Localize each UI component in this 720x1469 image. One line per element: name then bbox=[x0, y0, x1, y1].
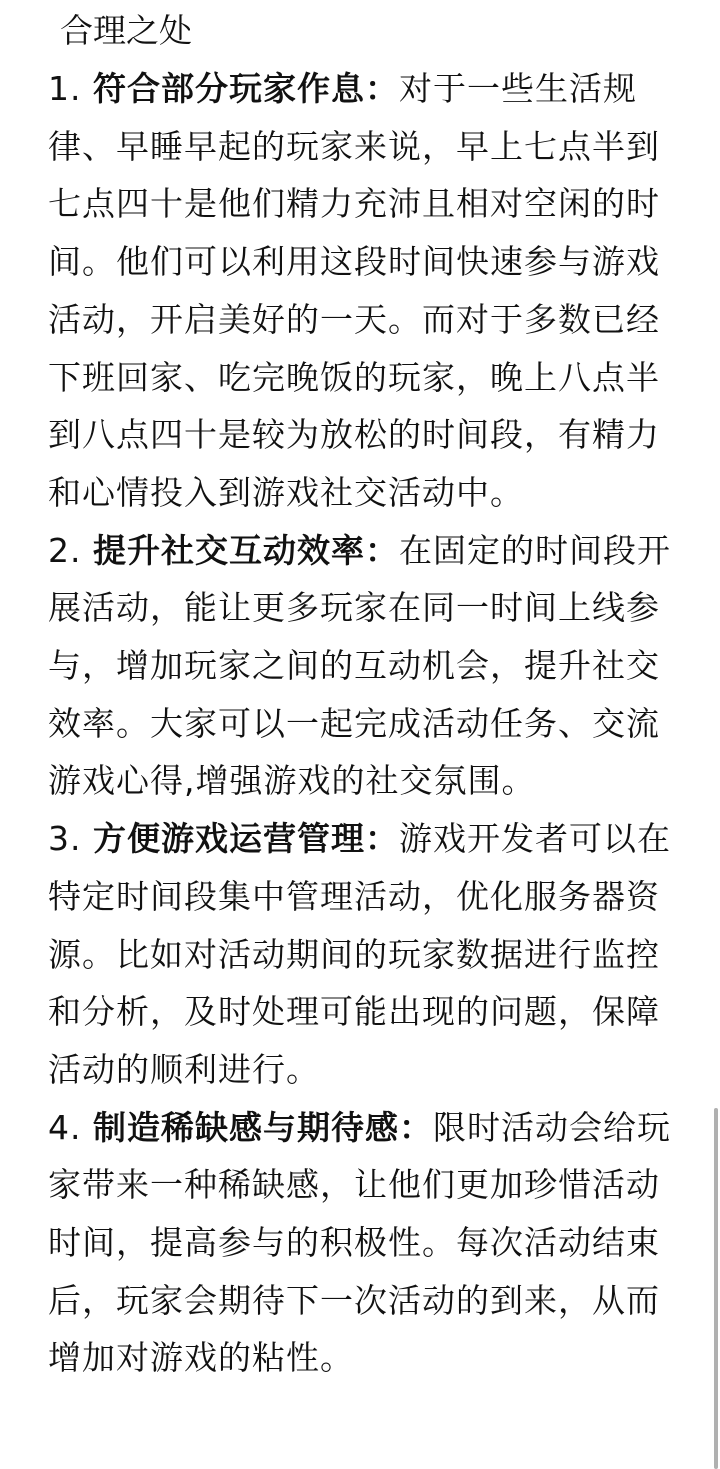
point-number: 4. bbox=[48, 1107, 82, 1147]
point-title: 提升社交互动效率： bbox=[93, 530, 399, 570]
point-body: 在固定的时间段开展活动，能让更多玩家在同一时间上线参与，增加玩家之间的互动机会，提升社交效率。大家可以一起完成活动任务、交流游戏心得,增强游戏的社交氛围。 bbox=[48, 530, 671, 801]
point-number: 1. bbox=[48, 69, 82, 108]
point-4 bbox=[48, 1099, 688, 1388]
article bbox=[48, 2, 688, 1387]
section-heading: 合理之处 bbox=[60, 11, 192, 50]
point-1 bbox=[48, 60, 688, 522]
point-number: 2. bbox=[48, 530, 82, 570]
point-body: 限时活动会给玩家带来一种稀缺感，让他们更加珍惜活动时间，提高参与的积极性。每次活动结束后，玩家会期待下一次活动的到来，从而增加对游戏的粘性。 bbox=[48, 1107, 671, 1378]
point-title: 制造稀缺感与期待感： bbox=[93, 1107, 433, 1147]
scrollbar[interactable] bbox=[714, 1108, 718, 1469]
point-title: 方便游戏运营管理： bbox=[93, 819, 399, 859]
point-number: 3. bbox=[48, 819, 82, 859]
point-2 bbox=[48, 522, 688, 811]
point-title: 符合部分玩家作息： bbox=[93, 69, 399, 108]
point-body: 对于一些生活规律、早睡早起的玩家来说，早上七点半到七点四十是他们精力充沛且相对空闲的时间。他们可以利用这段时间快速参与游戏活动，开启美好的一天。而对于多数已经下班回家、吃完晚饭的玩家，晚上八点半到八点四十是较为放松的时间段，有精力和心情投入到游戏社交活动中。 bbox=[48, 69, 660, 512]
point-3 bbox=[48, 810, 688, 1099]
point-body: 游戏开发者可以在特定时间段集中管理活动，优化服务器资源。比如对活动期间的玩家数据进行监控和分析，及时处理可能出现的问题，保障活动的顺利进行。 bbox=[48, 819, 671, 1089]
